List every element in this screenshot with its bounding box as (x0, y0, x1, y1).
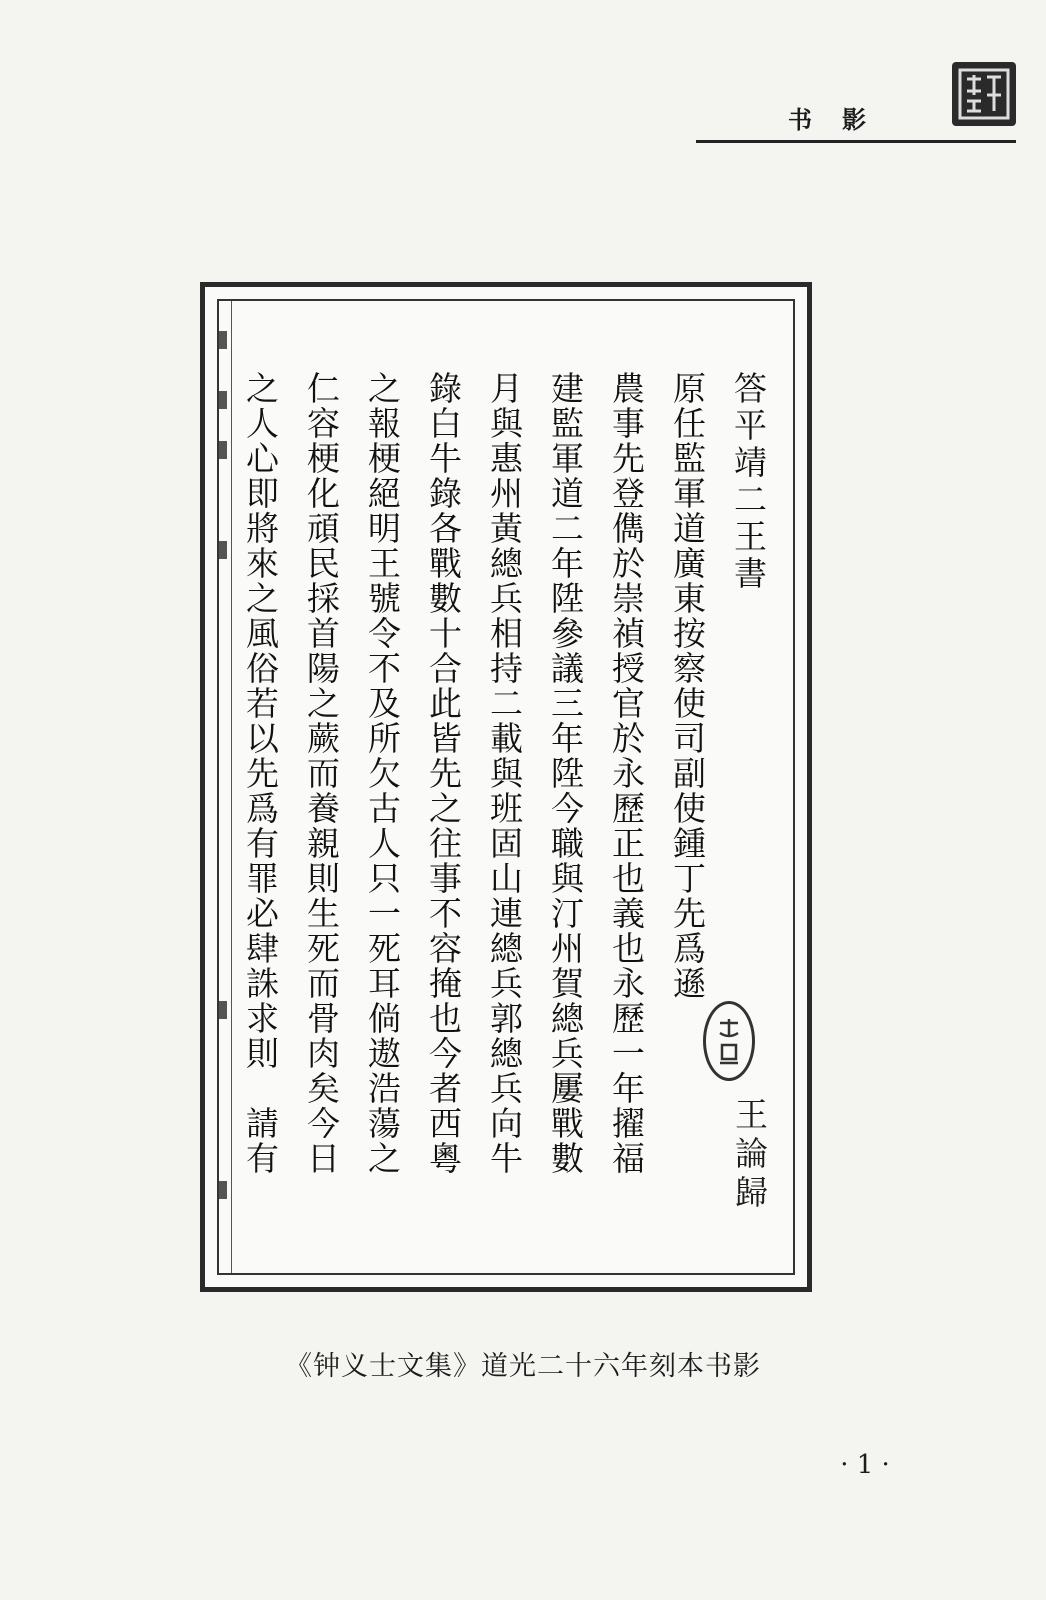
text-column: 錄白牛錄各戰數十合此皆先之往事不容掩也今者西粵 (424, 371, 463, 1176)
woodblock-frame (217, 299, 795, 1275)
text-column: 原任監軍道廣東按察使司副使鍾丁先爲遜 (668, 371, 707, 1001)
page-number: · 1 · (840, 1450, 890, 1480)
text-column: 建監軍道二年陞參議三年陞今職與汀州賀總兵屢戰數 (546, 371, 585, 1176)
series-seal-icon (952, 62, 1016, 126)
figure-caption: 《钟义士文集》道光二十六年刻本书影 (285, 1351, 761, 1382)
text-column: 仁容梗化頑民採首陽之蕨而養親則生死而骨肉矣今日 (302, 371, 341, 1176)
woodblock-text (237, 371, 779, 1259)
text-column: 之報梗絕明王號令不及所欠古人只一死耳倘遨浩蕩之 (363, 371, 402, 1176)
text-column: 農事先登儁於崇禎授官於永歷正也義也永歷一年擢福 (607, 371, 646, 1176)
text-column: 之人心即將來之風俗若以先爲有罪必肆誅求則 請有 (241, 371, 280, 1176)
woodblock-author: 王論歸 (730, 1097, 769, 1214)
collector-seal-icon (703, 1001, 755, 1081)
woodblock-page (200, 282, 812, 1292)
text-column: 月與惠州黃總兵相持二載與班固山連總兵郭總兵向牛 (485, 371, 524, 1176)
header-title: 书影 (788, 106, 896, 134)
running-header (696, 92, 1016, 143)
woodblock-title: 答平靖二王書 (729, 371, 768, 593)
